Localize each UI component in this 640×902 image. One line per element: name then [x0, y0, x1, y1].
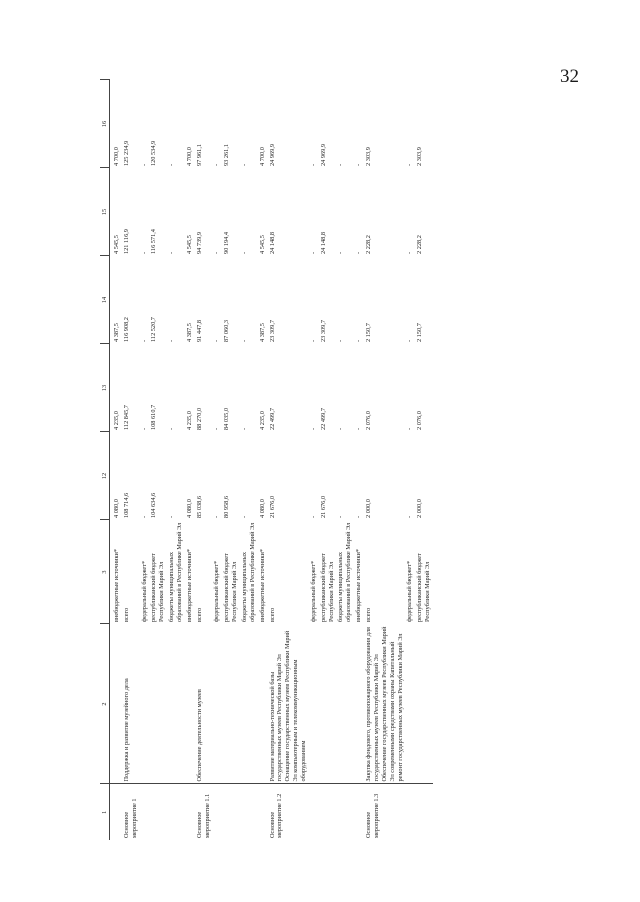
amount-cell: 23 309,7 [319, 319, 327, 342]
amount-cell: - [213, 515, 221, 518]
amount-cell: 4 545,5 [113, 235, 120, 254]
event-number-cell [415, 784, 433, 840]
amount-cell: - [309, 251, 317, 254]
amount-cell: - [140, 251, 148, 254]
amount-cell: - [355, 339, 363, 342]
funding-source-cell: бюджеты муниципальных образований в Республике Марий Эл [168, 522, 184, 622]
funding-source-cell: республиканский бюджет Республики Марий Эл [150, 553, 166, 622]
table-row [212, 80, 222, 840]
event-number-cell [167, 784, 185, 840]
table-row [222, 80, 240, 840]
funding-source-cell: внебюджетные источники* [355, 548, 363, 622]
amount-cell: 2 228,2 [416, 235, 424, 254]
amount-cell: - [355, 251, 363, 254]
funding-source-cell: федеральный бюджет* [406, 560, 414, 622]
table-body [112, 80, 433, 840]
funding-source-cell: федеральный бюджет* [213, 560, 221, 622]
amount-cell: 24 148,8 [319, 231, 327, 254]
event-name-cell [415, 624, 433, 784]
funding-source-cell: федеральный бюджет* [140, 560, 148, 622]
amount-cell: 116 908,2 [122, 317, 130, 342]
page-number: 32 [560, 66, 579, 87]
event-number-cell: Основное мероприятие 1.3 [364, 784, 405, 840]
event-number-cell [309, 784, 319, 840]
amount-cell: 4 080,0 [185, 499, 193, 518]
funding-source-cell: всего [365, 607, 373, 622]
amount-cell: - [168, 251, 176, 254]
funding-source-cell: всего [195, 607, 203, 622]
amount-cell: - [309, 427, 317, 430]
table-row [167, 80, 185, 840]
col-header-12: 12 [100, 432, 110, 520]
funding-source-cell: бюджеты муниципальных образований в Республике Марий Эл [337, 522, 353, 622]
amount-cell: - [213, 163, 221, 166]
amount-cell: - [140, 427, 148, 430]
col-header-14: 14 [100, 256, 110, 344]
table-row [405, 80, 415, 840]
event-name-cell [140, 624, 150, 784]
funding-source-cell: бюджеты муниципальных образований в Республике Марий Эл [241, 522, 256, 622]
amount-cell: 90 194,4 [223, 231, 231, 254]
event-name-cell: Обеспечение деятельности музеев [195, 689, 203, 782]
amount-cell: - [140, 163, 148, 166]
header-row [100, 80, 110, 840]
amount-cell: - [168, 427, 176, 430]
event-number-cell: Основное мероприятие 1.2 [268, 784, 309, 840]
amount-cell: 4 080,0 [113, 499, 120, 518]
amount-cell: 93 261,1 [223, 143, 231, 166]
amount-cell: 2 076,0 [416, 411, 424, 430]
amount-cell: 120 534,9 [150, 140, 158, 166]
amount-cell: - [406, 515, 414, 518]
table-row [122, 80, 140, 840]
col-header-2: 2 [100, 624, 110, 784]
event-number-cell [258, 784, 268, 840]
event-number-cell [140, 784, 150, 840]
amount-cell: - [241, 427, 249, 430]
amount-cell: 4 387,5 [113, 323, 120, 342]
funding-source-cell: всего [268, 607, 276, 622]
amount-cell: 4 387,5 [258, 323, 266, 342]
amount-cell: 2 150,7 [416, 323, 424, 342]
table-row [240, 80, 258, 840]
amount-cell: 84 035,0 [223, 407, 231, 430]
amount-cell: 2 303,9 [365, 147, 373, 166]
amount-cell: - [309, 163, 317, 166]
amount-cell: 2 000,0 [365, 499, 373, 518]
amount-cell: - [337, 427, 345, 430]
amount-cell: - [213, 251, 221, 254]
event-name-cell [112, 624, 122, 784]
funding-source-cell: внебюджетные источники* [258, 548, 266, 622]
amount-cell: - [355, 163, 363, 166]
amount-cell: - [241, 251, 249, 254]
event-number-cell [212, 784, 222, 840]
amount-cell: 4 235,0 [185, 411, 193, 430]
amount-cell: 85 038,6 [195, 495, 203, 518]
amount-cell: 22 499,7 [268, 407, 276, 430]
amount-cell: - [406, 427, 414, 430]
amount-cell: 21 676,0 [319, 495, 327, 518]
event-name-cell: Закупка фондового, противопожарного оборудования для государственных музеев Республики Марий Эл Обеспечение государственных музеев Республики Марий Эл современными средствами охраны Капитальный ремонт государственных музеев Республики Марий Эл [365, 626, 404, 782]
event-number-cell: Основное мероприятие 1 [122, 784, 140, 840]
amount-cell: - [241, 515, 249, 518]
col-header-1: 1 [100, 784, 110, 840]
amount-cell: - [241, 163, 249, 166]
amount-cell: 4 545,5 [258, 235, 266, 254]
amount-cell: 4 545,5 [185, 235, 193, 254]
amount-cell: 2 150,7 [365, 323, 373, 342]
amount-cell: 4 080,0 [258, 499, 266, 518]
event-number-cell [222, 784, 240, 840]
amount-cell: 2 228,2 [365, 235, 373, 254]
funding-source-cell: республиканский бюджет Республики Марий Эл [416, 553, 432, 622]
amount-cell: 108 714,6 [122, 492, 130, 518]
amount-cell: 24 969,9 [319, 143, 327, 166]
amount-cell: - [337, 515, 345, 518]
amount-cell: - [355, 515, 363, 518]
amount-cell: - [168, 515, 176, 518]
amount-cell: 104 634,6 [150, 492, 158, 518]
event-name-cell [319, 624, 337, 784]
budget-table [100, 80, 433, 841]
amount-cell: - [406, 163, 414, 166]
event-number-cell [112, 784, 122, 840]
event-name-cell [185, 624, 195, 784]
amount-cell: - [140, 515, 148, 518]
event-name-cell: Поддержка и развитие музейного дела [122, 678, 130, 782]
table-row [364, 80, 405, 840]
amount-cell: - [406, 339, 414, 342]
event-number-cell [185, 784, 195, 840]
table-row [140, 80, 150, 840]
funding-source-cell: всего [122, 607, 130, 622]
event-name-cell [149, 624, 167, 784]
event-name-cell [240, 624, 258, 784]
event-number-cell [319, 784, 337, 840]
event-name-cell [354, 624, 364, 784]
amount-cell: - [140, 339, 148, 342]
col-header-16: 16 [100, 80, 110, 168]
event-name-cell [167, 624, 185, 784]
event-name-cell [405, 624, 415, 784]
amount-cell: - [309, 339, 317, 342]
amount-cell: - [213, 427, 221, 430]
rotated-table-area [100, 80, 536, 840]
col-header-13: 13 [100, 344, 110, 432]
amount-cell: 80 958,6 [223, 495, 231, 518]
amount-cell: 21 676,0 [268, 495, 276, 518]
event-name-cell [222, 624, 240, 784]
amount-cell: 24 148,8 [268, 231, 276, 254]
amount-cell: 4 235,0 [113, 411, 120, 430]
table-row [258, 80, 268, 840]
table-row [336, 80, 354, 840]
table-row [354, 80, 364, 840]
event-name-cell [336, 624, 354, 784]
amount-cell: - [337, 163, 345, 166]
event-number-cell [405, 784, 415, 840]
table-row [185, 80, 195, 840]
amount-cell: 91 447,8 [195, 319, 203, 342]
amount-cell: 4 700,0 [113, 147, 120, 166]
amount-cell: 2 000,0 [416, 499, 424, 518]
amount-cell: - [406, 251, 414, 254]
event-name-cell [309, 624, 319, 784]
amount-cell: - [213, 339, 221, 342]
amount-cell: 2 303,9 [416, 147, 424, 166]
amount-cell: 112 845,7 [122, 405, 130, 430]
event-name-cell: Развитие материально-технической базы государственных музеев Республики Марий Эл Оснащение государственных музеев Республики Марий Эл компьютерным и телекоммуникационным оборудованием [268, 630, 308, 782]
funding-source-cell: республиканский бюджет Республики Марий Эл [223, 553, 239, 622]
event-number-cell [336, 784, 354, 840]
table-row [415, 80, 433, 840]
funding-source-cell: внебюджетные источники* [185, 548, 193, 622]
col-header-3: 3 [100, 520, 110, 624]
event-name-cell [258, 624, 268, 784]
amount-cell: 112 520,7 [150, 317, 158, 342]
amount-cell: - [337, 339, 345, 342]
funding-source-cell: федеральный бюджет* [309, 560, 317, 622]
event-number-cell: Основное мероприятие 1.1 [195, 784, 213, 840]
amount-cell: - [337, 251, 345, 254]
amount-cell: 2 076,0 [365, 411, 373, 430]
event-number-cell [240, 784, 258, 840]
event-number-cell [149, 784, 167, 840]
table-row [319, 80, 337, 840]
amount-cell: 23 309,7 [268, 319, 276, 342]
amount-cell: 4 235,0 [258, 411, 266, 430]
event-number-cell [354, 784, 364, 840]
amount-cell: 108 610,7 [150, 404, 158, 430]
amount-cell: 88 270,0 [195, 407, 203, 430]
event-name-cell [212, 624, 222, 784]
col-header-15: 15 [100, 168, 110, 256]
funding-source-cell: республиканский бюджет Республики Марий Эл [319, 553, 335, 622]
amount-cell: - [355, 427, 363, 430]
amount-cell: 24 969,9 [268, 143, 276, 166]
amount-cell: - [168, 163, 176, 166]
amount-cell: 121 116,9 [122, 229, 130, 254]
table-row [195, 80, 213, 840]
amount-cell: - [309, 515, 317, 518]
funding-source-cell: внебюджетные источники* [113, 548, 120, 622]
amount-cell: 116 571,4 [150, 229, 158, 254]
amount-cell: 22 499,7 [319, 407, 327, 430]
table-row [309, 80, 319, 840]
table-row [268, 80, 309, 840]
amount-cell: 87 060,3 [223, 319, 231, 342]
amount-cell: - [168, 339, 176, 342]
amount-cell: 125 234,9 [122, 140, 130, 166]
table-row [149, 80, 167, 840]
amount-cell: 4 700,0 [185, 147, 193, 166]
amount-cell: 4 700,0 [258, 147, 266, 166]
table-row [112, 80, 122, 840]
amount-cell: 4 387,5 [185, 323, 193, 342]
amount-cell: 94 739,9 [195, 231, 203, 254]
amount-cell: 97 961,1 [195, 143, 203, 166]
amount-cell: - [241, 339, 249, 342]
